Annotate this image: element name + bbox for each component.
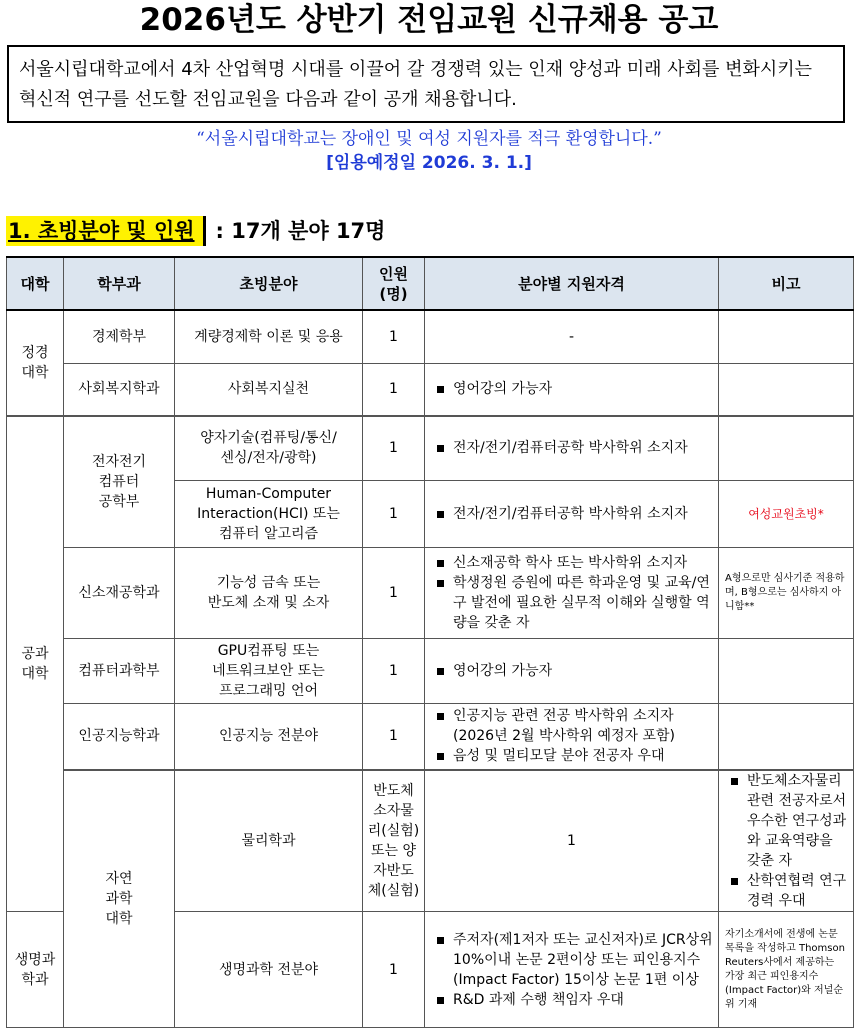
dept-cell: 신소재공학과 bbox=[64, 547, 175, 638]
college-cell: 정경 대학 bbox=[7, 310, 64, 416]
qualification-list bbox=[435, 930, 714, 1010]
note-cell bbox=[719, 363, 854, 416]
intro-text: 서울시립대학교에서 4차 산업혁명 시대를 이끌어 갈 경쟁력 있는 인재 양성과 미래 사회를 변화시키는 혁신적 연구를 선도할 전임교원을 다음과 같이 공개 채용합니다. bbox=[19, 59, 813, 110]
field-cell: 양자기술(컴퓨팅/통신/ 센싱/전자/광학) bbox=[175, 416, 363, 480]
dept-cell: 컴퓨터과학부 bbox=[64, 638, 175, 703]
count-cell: 1 bbox=[363, 703, 425, 770]
header-note: 비고 bbox=[719, 257, 854, 310]
dept-cell: 사회복지학과 bbox=[64, 363, 175, 416]
table-header-row bbox=[7, 257, 854, 310]
count-cell: 1 bbox=[363, 416, 425, 480]
header-field: 초빙분야 bbox=[175, 257, 363, 310]
qualification-list bbox=[435, 661, 714, 681]
count-cell: 1 bbox=[363, 912, 425, 1028]
page-title: 2026년도 상반기 전임교원 신규채용 공고 bbox=[139, 2, 719, 38]
count-cell: 1 bbox=[363, 638, 425, 703]
qualification-item: 신소재공학 학사 또는 박사학위 소지자 bbox=[435, 553, 714, 573]
college-cell: 자연 과학 대학 bbox=[64, 770, 175, 1028]
count-cell: 1 bbox=[363, 310, 425, 363]
count-cell: 1 bbox=[363, 363, 425, 416]
note-cell bbox=[719, 703, 854, 770]
note-cell bbox=[719, 310, 854, 363]
intro-box bbox=[7, 45, 845, 123]
qualification-list bbox=[435, 553, 714, 633]
appointment-date: [임용예정일 2026. 3. 1.] bbox=[326, 153, 532, 173]
college-cell: 공과 대학 bbox=[7, 416, 64, 912]
qualification-list bbox=[435, 379, 714, 399]
table-row bbox=[7, 547, 854, 638]
table-row bbox=[7, 770, 854, 912]
dept-cell: 물리학과 bbox=[175, 770, 363, 912]
note-cell bbox=[719, 638, 854, 703]
qualification-item: 전자/전기/컴퓨터공학 박사학위 소지자 bbox=[435, 504, 714, 524]
dept-cell: 경제학부 bbox=[64, 310, 175, 363]
table-row bbox=[7, 638, 854, 703]
field-cell: 반도체소자물리(실험) 또는 양자반도체(실험) bbox=[363, 770, 425, 912]
field-cell: 생명과학 전분야 bbox=[175, 912, 363, 1028]
qual-cell bbox=[425, 703, 719, 770]
field-cell: 기능성 금속 또는 반도체 소재 및 소자 bbox=[175, 547, 363, 638]
qual-cell bbox=[425, 363, 719, 416]
qualification-item: 영어강의 가능자 bbox=[435, 661, 714, 681]
section-summary: : 17개 분야 17명 bbox=[215, 219, 386, 243]
count-cell: 1 bbox=[425, 770, 719, 912]
header-dept: 학부과 bbox=[64, 257, 175, 310]
welcome-message: “서울시립대학교는 장애인 및 여성 지원자를 적극 환영합니다.” bbox=[196, 129, 662, 149]
table-row bbox=[7, 416, 854, 480]
dept-cell: 인공지능학과 bbox=[64, 703, 175, 770]
note-cell: 여성교원초빙* bbox=[719, 480, 854, 547]
qual-cell bbox=[425, 416, 719, 480]
qualification-item: 산학연협력 연구 경력 우대 bbox=[729, 871, 849, 911]
qualification-list bbox=[729, 771, 849, 911]
header-college: 대학 bbox=[7, 257, 64, 310]
qualification-item: R&D 과제 수행 책임자 우대 bbox=[435, 990, 714, 1010]
qualification-item: 음성 및 멀티모달 분야 전공자 우대 bbox=[435, 746, 714, 766]
header-count: 인원(명) bbox=[363, 257, 425, 310]
qualification-item: 영어강의 가능자 bbox=[435, 379, 714, 399]
qualification-item: 전자/전기/컴퓨터공학 박사학위 소지자 bbox=[435, 438, 714, 458]
note-cell: 자기소개서에 전생에 논문목록을 작성하고 Thomson Reuters사에서 제공하는 가장 최근 피인용지수(Impact Factor)와 저널순위 기재 bbox=[719, 912, 854, 1028]
field-cell: 계량경제학 이론 및 응용 bbox=[175, 310, 363, 363]
field-cell: GPU컴퓨팅 또는 네트워크보안 또는 프로그래밍 언어 bbox=[175, 638, 363, 703]
qualification-list bbox=[435, 504, 714, 524]
dept-cell: 생명과학과 bbox=[7, 912, 64, 1028]
qual-cell bbox=[719, 770, 854, 912]
section-heading bbox=[6, 216, 385, 246]
qualification-list bbox=[435, 438, 714, 458]
note-cell bbox=[719, 416, 854, 480]
qualification-item: 인공지능 관련 전공 박사학위 소지자 (2026년 2월 박사학위 예정자 포함) bbox=[435, 706, 714, 746]
qualification-item: 학생정원 증원에 따른 학과운영 및 교육/연구 발전에 필요한 실무적 이해와 실행할 역량을 갖춘 자 bbox=[435, 573, 714, 633]
count-cell: 1 bbox=[363, 547, 425, 638]
field-cell: 인공지능 전분야 bbox=[175, 703, 363, 770]
dept-cell: 전자전기 컴퓨터 공학부 bbox=[64, 416, 175, 547]
field-cell: Human-Computer Interaction(HCI) 또는 컴퓨터 알고리즘 bbox=[175, 480, 363, 547]
qual-cell bbox=[425, 638, 719, 703]
qual-cell bbox=[425, 480, 719, 547]
qual-cell: - bbox=[425, 310, 719, 363]
table-row bbox=[7, 703, 854, 770]
recruitment-table bbox=[6, 256, 854, 1028]
table-row bbox=[7, 310, 854, 363]
count-cell: 1 bbox=[363, 480, 425, 547]
qualification-item: 주저자(제1저자 또는 교신저자)로 JCR상위 10%이내 논문 2편이상 또는 피인용지수(Impact Factor) 15이상 논문 1편 이상 bbox=[435, 930, 714, 990]
qualification-list bbox=[435, 706, 714, 766]
qual-cell bbox=[425, 912, 719, 1028]
table-row bbox=[7, 363, 854, 416]
field-cell: 사회복지실천 bbox=[175, 363, 363, 416]
qual-cell bbox=[425, 547, 719, 638]
qualification-item: 반도체소자물리 관련 전공자로서 우수한 연구성과와 교육역량을 갖춘 자 bbox=[729, 771, 849, 871]
section-title: 1. 초빙분야 및 인원 bbox=[6, 216, 206, 246]
header-qual: 분야별 지원자격 bbox=[425, 257, 719, 310]
note-cell: A형으로만 심사기준 적용하며, B형으로는 심사하지 아니함** bbox=[719, 547, 854, 638]
